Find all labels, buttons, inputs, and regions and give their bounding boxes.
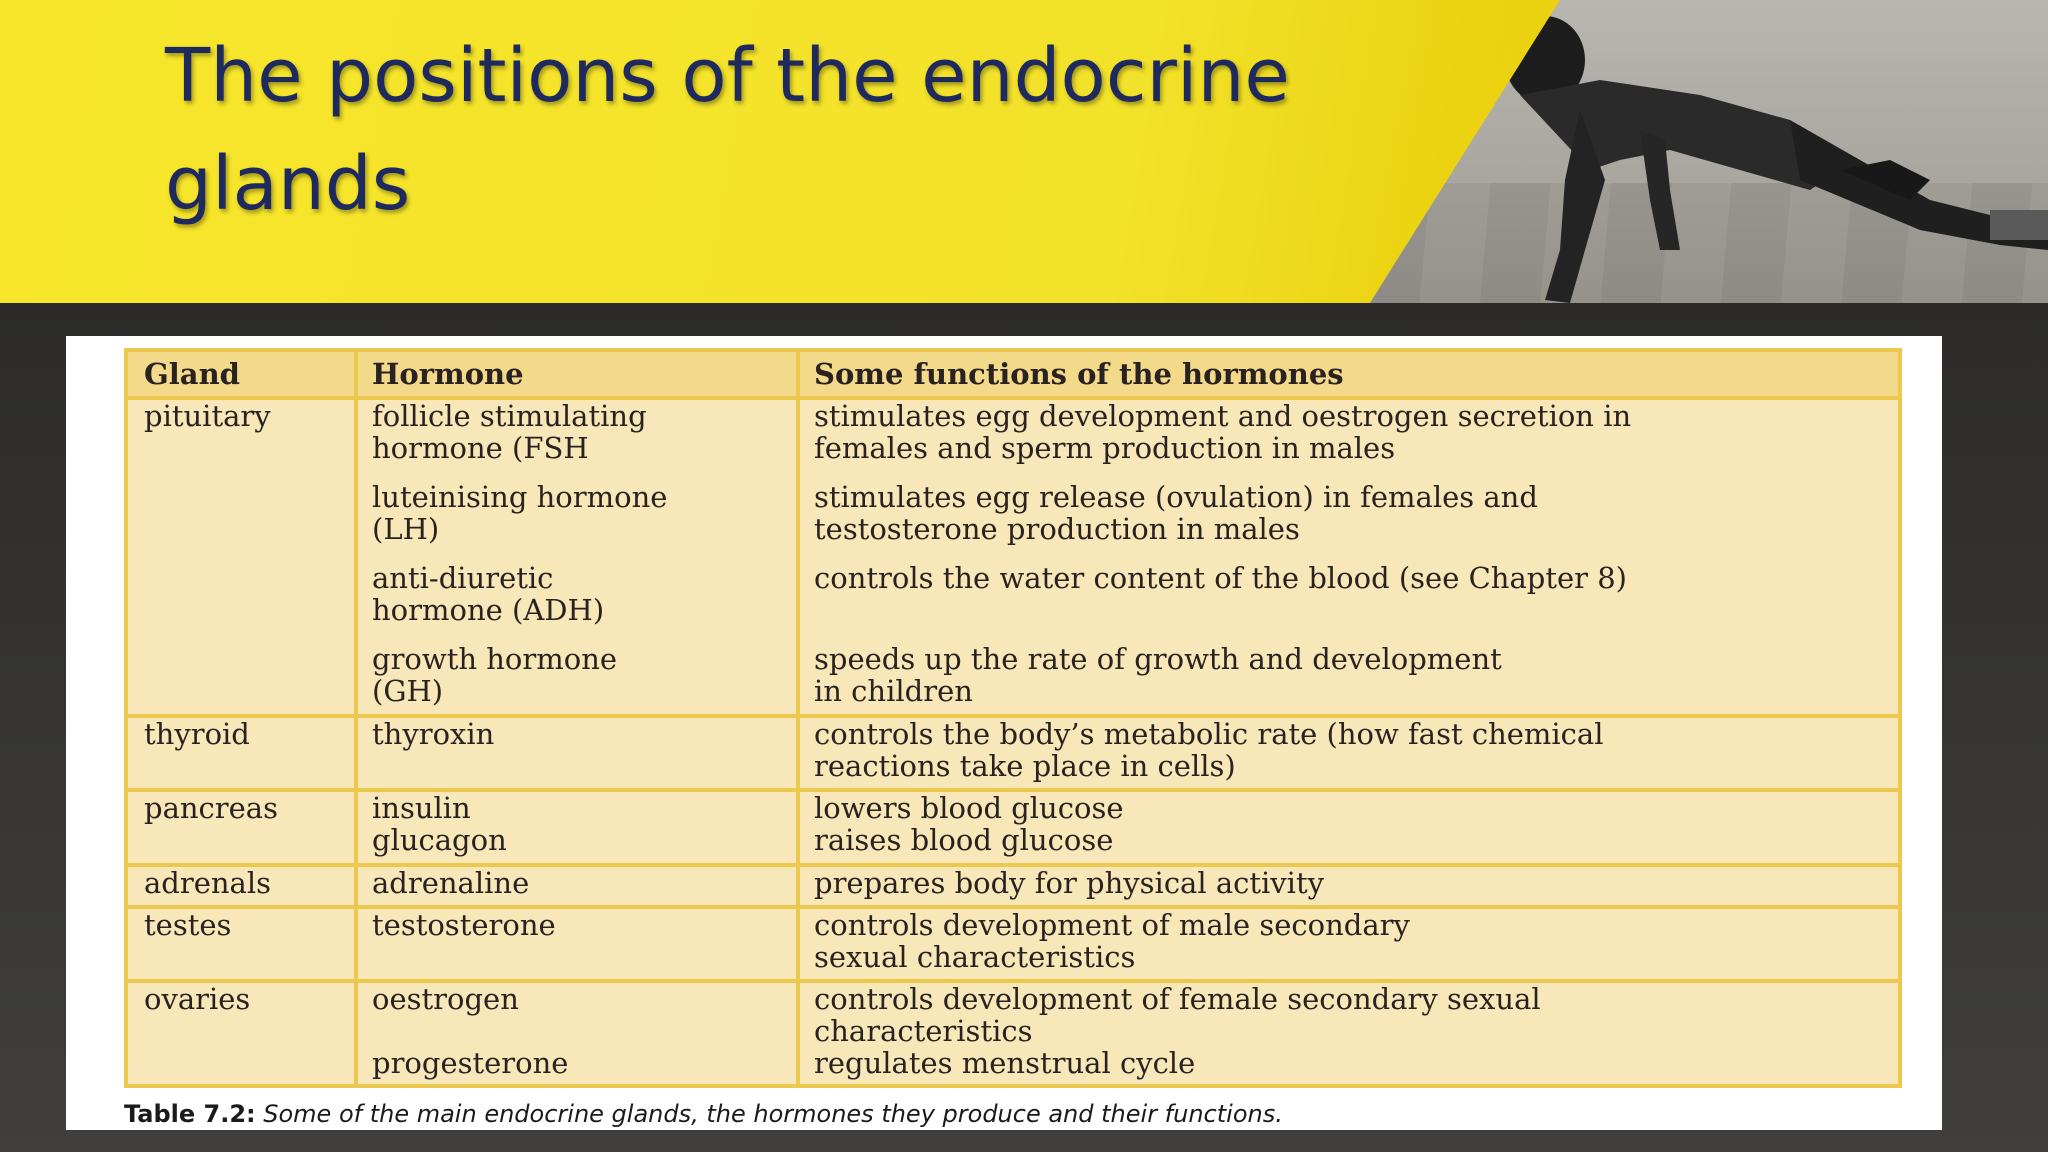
function-cell: controls development of male secondary (814, 908, 1410, 942)
function-cell: testosterone production in males (814, 512, 1300, 546)
function-cell: females and sperm production in males (814, 431, 1396, 465)
gland-cell: pancreas (144, 791, 278, 825)
function-cell: prepares body for physical activity (814, 866, 1324, 900)
column-divider (354, 352, 358, 1084)
header-gland: Gland (144, 357, 240, 391)
function-cell: raises blood glucose (814, 823, 1114, 857)
hormone-cell: glucagon (372, 823, 507, 857)
hormone-cell: hormone (FSH (372, 431, 589, 465)
table-image-panel (66, 336, 1942, 1130)
column-divider (796, 352, 800, 1084)
function-cell: stimulates egg release (ovulation) in females and (814, 480, 1538, 514)
hormone-cell: (LH) (372, 512, 440, 546)
function-cell: sexual characteristics (814, 940, 1136, 974)
caption-text: Some of the main endocrine glands, the hormones they produce and their functions. (255, 1100, 1283, 1128)
header-hormone: Hormone (372, 357, 524, 391)
hormone-cell: adrenaline (372, 866, 530, 900)
hormone-cell: thyroxin (372, 717, 495, 751)
caption-label: Table 7.2: (124, 1100, 256, 1128)
hormone-cell: progesterone (372, 1046, 569, 1080)
hormone-cell: follicle stimulating (372, 399, 647, 433)
endocrine-table (124, 348, 1902, 1088)
function-cell: lowers blood glucose (814, 791, 1124, 825)
function-cell: in children (814, 674, 973, 708)
gland-cell: ovaries (144, 982, 251, 1016)
function-cell: characteristics (814, 1014, 1033, 1048)
hormone-cell: anti-diuretic (372, 561, 554, 595)
gland-cell: adrenals (144, 866, 272, 900)
gland-cell: thyroid (144, 717, 250, 751)
function-cell: controls development of female secondary sexual (814, 982, 1541, 1016)
hormone-cell: insulin (372, 791, 471, 825)
table-caption (124, 1100, 1904, 1128)
function-cell: stimulates egg development and oestrogen secretion in (814, 399, 1632, 433)
function-cell: controls the water content of the blood (see Chapter 8) (814, 561, 1627, 595)
hormone-cell: hormone (ADH) (372, 593, 605, 627)
hormone-cell: (GH) (372, 674, 444, 708)
header-functions: Some functions of the hormones (814, 357, 1344, 391)
function-cell: speeds up the rate of growth and development (814, 642, 1502, 676)
hormone-cell: growth hormone (372, 642, 618, 676)
gland-cell: testes (144, 908, 232, 942)
function-cell: reactions take place in cells) (814, 749, 1236, 783)
page-title: The positions of the endocrine glands (165, 33, 1290, 227)
hormone-cell: testosterone (372, 908, 556, 942)
function-cell: regulates menstrual cycle (814, 1046, 1196, 1080)
hormone-cell: luteinising hormone (372, 480, 668, 514)
gland-cell: pituitary (144, 399, 271, 433)
hormone-cell: oestrogen (372, 982, 519, 1016)
function-cell: controls the body’s metabolic rate (how fast chemical (814, 717, 1604, 751)
